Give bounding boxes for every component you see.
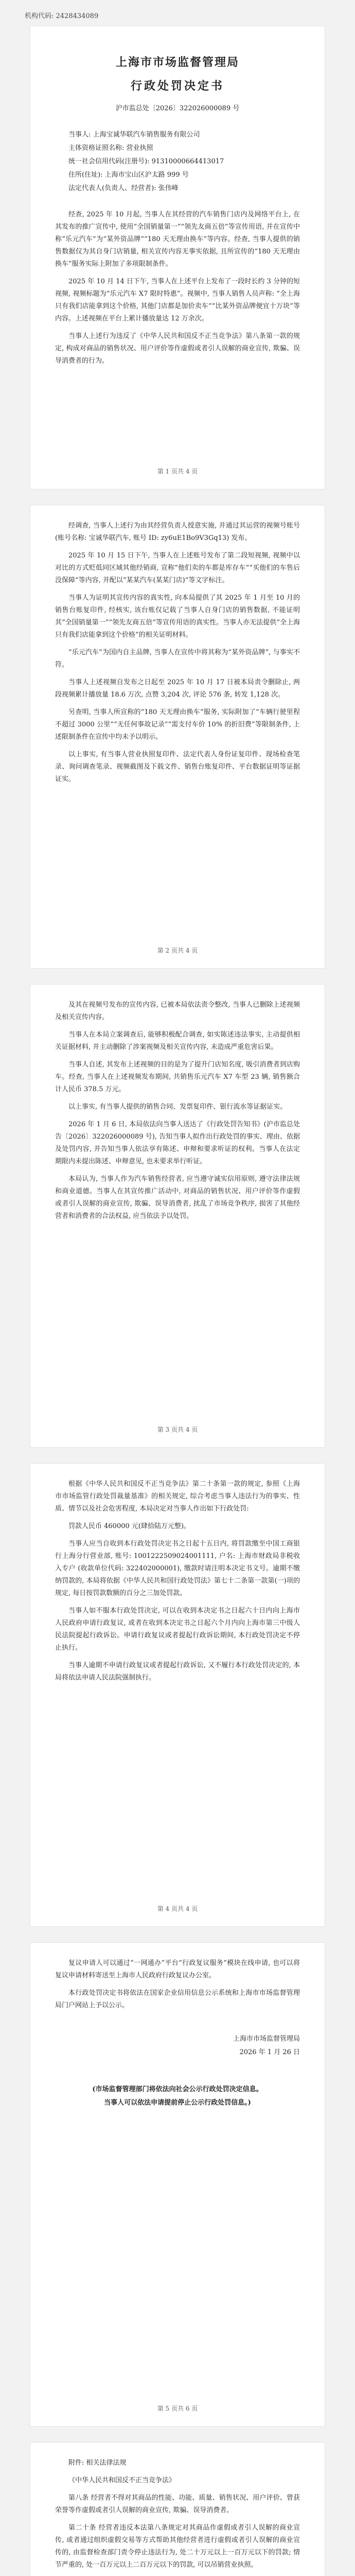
- credit-code: 统一社会信用代码(注册号): 91310000664413017: [68, 158, 224, 165]
- paragraph: 2025 年 10 月 14 日下午, 当事人在上述平台上发布了一段时长约 3 分钟的短视频, 视频标题为“乐元汽车 X7 限时特惠”。视频中, 当事人销售人员声称: “全上海只有我们店能拿到这个价格, 其他门店都是加价卖车”“比某外资品牌便宜十万块”等内容。上述视频在平台上累计播放量达 12 万余次。: [55, 278, 300, 323]
- paragraph: 当事人自述, 其发布上述视频的目的是为了提升门店知名度, 吸引消费者到店购车。经查, 当事人在上述视频发布期间, 共销售乐元汽车 X7 车型 23 辆, 销售额合计人民币 378.5 万元。: [55, 1061, 300, 1093]
- paragraph: 2026 年 1 月 6 日, 本局依法向当事人送达了《行政处罚告知书》(沪市监总处告〔2026〕322026000089 号), 告知当事人拟作出行政处罚的事实、理由、依据及处罚内容, 并告知当事人依法享有陈述、申辩和要求听证的权利。当事人在法定期限内未提出陈述、申辩意见, 也未要求举行听证。: [55, 1121, 300, 1165]
- document-page-4: [30, 1463, 325, 1927]
- paragraph: 当事人如不服本行政处罚决定, 可以在收到本决定书之日起六十日内向上海市人民政府申请行政复议, 或者在收到本决定书之日起六个月内向上海市第三中级人民法院提起行政诉讼。申请行政复议或者提起行政诉讼期间, 本行政处罚决定不停止执行。: [55, 1607, 300, 1652]
- law-article: 第二十条 经营者违反本法第八条规定对其商品作虚假或者引人误解的商业宣传, 或者通过组织虚假交易等方式帮助其他经营者进行虚假或者引人误解的商业宣传的, 由监督检查部门责令停止违法行为, 处二十万元以上一百万元以下的罚款; 情节严重的, 处一百万元以上二百万元以下的罚款, 可以吊销营业执照。: [55, 2524, 300, 2569]
- legal-representative: 法定代表人(负责人、经营者): 张伟峰: [68, 184, 179, 192]
- page-footer: 第 4 页共 4 页: [157, 1905, 198, 1912]
- document-number: 沪市监总处〔2026〕322026000089 号: [115, 105, 240, 112]
- document-code: 机构代码: 2428434089: [25, 12, 99, 20]
- signature-block: [55, 2032, 300, 2059]
- paragraph: 当事人上述视频自发布之日起至 2025 年 10 月 17 日被本局责令删除止, 两段视频累计播放量 18.6 万次, 点赞 3,204 次, 评论 576 条, 转发 1,128 次。: [55, 679, 300, 699]
- paragraph: 以上事实, 有当事人提供的销售合同、发票复印件、银行流水等证据证实。: [68, 1103, 287, 1111]
- document-page-5: [30, 1942, 325, 2427]
- page-footer: 第 1 页共 4 页: [157, 468, 198, 475]
- document-title: 行政处罚决定书: [130, 79, 224, 93]
- license-type: 主体资格证照名称: 营业执照: [68, 144, 153, 152]
- paragraph: 本行政处罚决定书将依法在国家企业信用信息公示系统和上海市市场监督管理局门户网站上予以公示。: [55, 1989, 300, 2009]
- paragraph: 当事人应当自收到本行政处罚决定书之日起十五日内, 将罚款缴至中国工商银行上海分行营业部, 账号: 1001222509024001111, 户名: 上海市财政局非税收入专户 (收款单位代码: 322402000001), 缴款时请注明本决定书文号。逾期不缴纳罚款的, 本局将依据《中华人民共和国行政处罚法》第七十二条第一款第(一)项的规定, 每日按罚款数额的百分之三加处罚款。: [55, 1540, 300, 1597]
- paragraph: 经查, 2025 年 10 月起, 当事人在其经营的汽车销售门店内及网络平台上, 在其发布的推广宣传中, 使用“全国销量第一”“领先友商五倍”等宣传用语, 并在宣传中称“乐元汽车”为“某外资品牌”“180 天无理由换车”等内容。经查, 当事人提供的销售数据仅为其自身门店销量, 相关宣传内容无事实依据, 且所宣传的“180 天无理由换车”服务实际上附加了多项限制条件。: [55, 211, 300, 268]
- party-name: 当事人: 上海宝诚华联汽车销售服务有限公司: [68, 131, 200, 139]
- attachment-title: 附件: 相关法律法规: [68, 2459, 127, 2467]
- notice-line: 当事人可以依法申请提前停止公示行政处罚信息。): [104, 2099, 251, 2107]
- paragraph: 当事人逾期不申请行政复议或者提起行政诉讼, 又不履行本行政处罚决定的, 本局将依法申请人民法院强制执行。: [55, 1662, 300, 1682]
- paragraph: “乐元汽车”为国内自主品牌, 当事人在宣传中将其称为“某外资品牌”, 与事实不符。: [55, 649, 300, 669]
- paragraph: 本局认为, 当事人作为汽车销售经营者, 应当遵守诚实信用原则, 遵守法律法规和商业道德。当事人在其宣传推广活动中, 对商品的销售状况、用户评价等作虚假或者引人误解的商业宣传, 欺骗、误导消费者, 扰乱了市场竞争秩序, 损害了其他经营者和消费者的合法权益, 应当依法予以处罚。: [55, 1175, 300, 1220]
- issuing-authority: 上海市市场监督管理局: [115, 56, 239, 69]
- document-page-3: [30, 984, 325, 1448]
- page-footer: 第 2 页共 4 页: [157, 947, 198, 954]
- signing-date: 2026 年 1 月 26 日: [239, 2048, 300, 2056]
- paragraph: 另查明, 当事人所宣称的“180 天无理由换车”服务, 实际附加了“车辆行驶里程不超过 3000 公里”“无任何事故记录”“需支付车价 10% 的折旧费”等限制条件, 上述限制条件在宣传中均未予以明示。: [55, 708, 300, 741]
- law-article: 第八条 经营者不得对其商品的性能、功能、质量、销售状况、用户评价、曾获荣誉等作虚假或者引人误解的商业宣传, 欺骗、误导消费者。: [55, 2494, 300, 2514]
- paragraph: 及其在视频号发布的宣传内容, 已被本局依法责令整改, 当事人已删除上述视频及相关宣传内容。: [55, 1001, 300, 1021]
- party-info: [55, 128, 300, 195]
- document-page-1: [30, 26, 325, 489]
- paragraph: 以上事实, 有当事人营业执照复印件、法定代表人身份证复印件、现场检查笔录、询问调查笔录、视频截图及下载文件、销售台账复印件、平台数据证明等证据证实。: [55, 751, 300, 783]
- address: 住所(住址): 上海市宝山区沪太路 999 号: [68, 171, 189, 179]
- paragraph: 当事人在本局立案调查后, 能够积极配合调查, 如实陈述违法事实, 主动提供相关证据材料, 并主动删除了涉案视频及相关宣传内容, 未造成严重危害后果。: [55, 1031, 300, 1051]
- paragraph: 经调查, 当事人上述行为由其经营负责人授意实施, 并通过其运营的视频号账号 (账号名称: 宝诚华联汽车, 账号 ID: zy6uE1Bo9V3Gq13) 发布。: [55, 522, 300, 542]
- page-footer: 第 5 页共 6 页: [157, 2405, 198, 2412]
- document-page-6: [30, 2442, 325, 2576]
- publicity-notice: [55, 2083, 300, 2110]
- paragraph: 当事人为证明其宣传内容的真实性, 向本局提供了其 2025 年 1 月至 10 月的销售台账复印件, 经核实, 该台账仅记载了当事人自身门店的销售数据, 不能证明其“全国销量第一”“领先友商五倍”等宣传用语的真实性。当事人亦无法提供“全上海只有我们店能拿到这个价格”的相关证明材料。: [55, 594, 300, 639]
- paragraph: 复议申请人可以通过“一网通办”平台“行政复议服务”模块在线申请, 也可以将复议申请材料寄送至上海市人民政府行政复议办公室。: [55, 1959, 300, 1979]
- signing-authority: 上海市市场监督管理局: [233, 2035, 300, 2043]
- document-header: [55, 56, 300, 115]
- paragraph: 2025 年 10 月 15 日下午, 当事人在上述账号发布了第二段短视频, 视频中以对比的方式贬低同区域其他经销商, 宣称“他们卖的车都是库存车”“买他们的车售后没保障”等内容, 并配以“某某汽车(某某门店)”等文字标注。: [55, 552, 300, 584]
- page-footer: 第 3 页共 4 页: [157, 1426, 198, 1433]
- paragraph: 当事人上述行为违反了《中华人民共和国反不正当竞争法》第八条第一款的规定, 构成对商品的销售状况、用户评价等作虚假或者引人误解的商业宣传, 欺骗、误导消费者的行为。: [55, 332, 300, 365]
- law-name: 《中华人民共和国反不正当竞争法》: [68, 2477, 176, 2484]
- paragraph: 根据《中华人民共和国反不正当竞争法》第二十条第一款的规定, 参照《上海市市场监管行政处罚裁量基准》的相关规定, 综合考虑当事人违法行为的事实、性质、情节以及社会危害程度, 本局决定对当事人作出如下行政处罚:: [55, 1480, 300, 1513]
- document-page-2: [30, 505, 325, 969]
- paragraph: 罚款人民币 460000 元(肆拾陆万元整)。: [68, 1522, 191, 1530]
- notice-line: (市场监督管理部门将依法向社会公示行政处罚决定信息。: [92, 2086, 263, 2093]
